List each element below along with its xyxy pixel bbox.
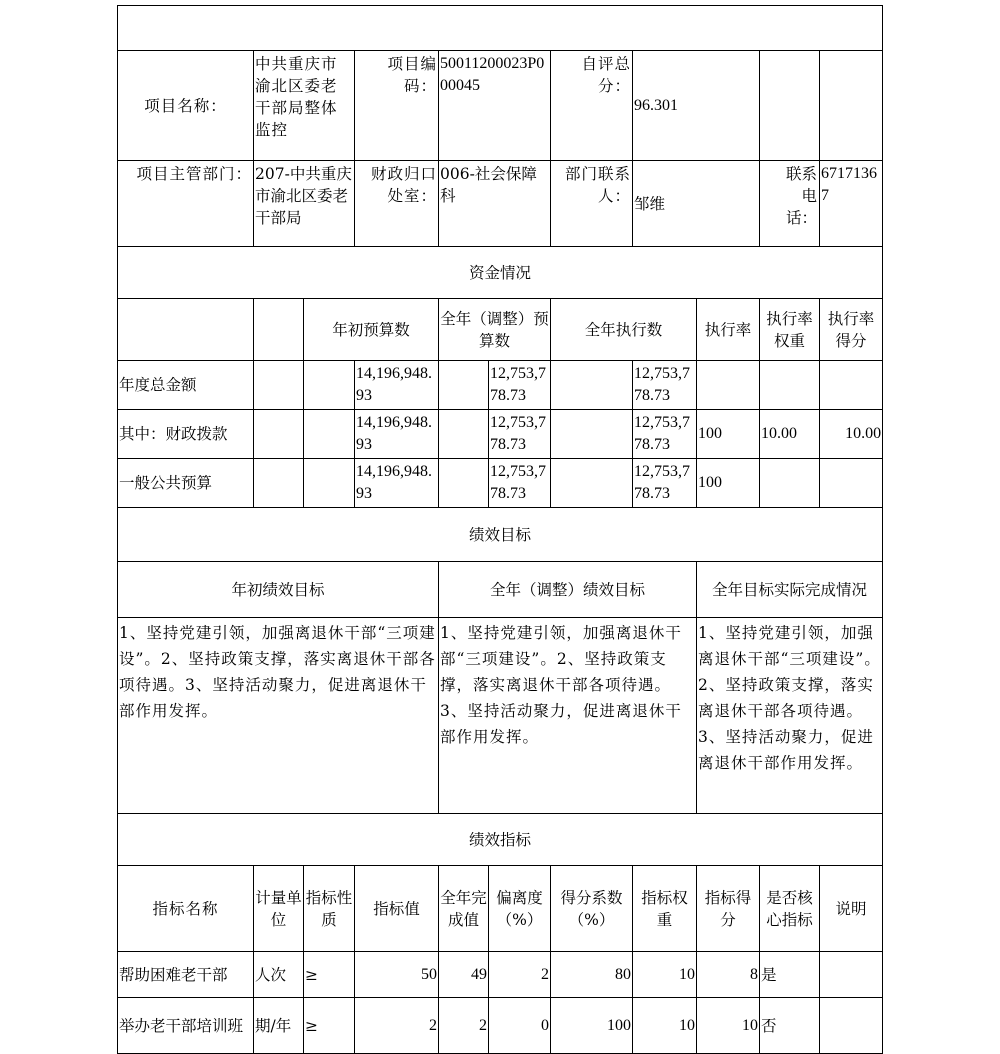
empty-cell xyxy=(254,299,304,361)
empty-cell xyxy=(551,361,633,410)
ind-row-score: 10 xyxy=(697,998,760,1054)
ind-row-note xyxy=(820,952,883,998)
funds-row-score xyxy=(820,361,883,410)
ind-header-coef: 得分系数（%） xyxy=(551,866,633,952)
dept-label: 项目主管部门： xyxy=(118,161,254,247)
ind-header-weight: 指标权重 xyxy=(633,866,697,952)
funds-header-rate: 执行率 xyxy=(697,299,760,361)
funds-row-weight xyxy=(760,459,820,508)
ind-row-value: 50 xyxy=(355,952,439,998)
project-name-value: 中共重庆市渝北区委老干部局整体监控 xyxy=(254,51,355,161)
empty-cell xyxy=(820,51,883,161)
funds-header-initial: 年初预算数 xyxy=(304,299,439,361)
ind-header-value: 指标值 xyxy=(355,866,439,952)
finance-office-value: 006-社会保障科 xyxy=(439,161,551,247)
goals-adjusted-text: 1、坚持党建引领，加强离退休干部“三项建设”。2、坚持政策支撑，落实离退休干部各项待遇。3、坚持活动聚力，促进离退休干部作用发挥。 xyxy=(439,618,697,814)
funds-row-initial: 14,196,948.93 xyxy=(355,361,439,410)
goals-actual-text: 1、坚持党建引领，加强离退休干部“三项建设”。2、坚持政策支撑，落实离退休干部各项待遇。3、坚持活动聚力，促进离退休干部作用发挥。 xyxy=(697,618,883,814)
blank-cell xyxy=(118,6,883,51)
ind-row-core: 是 xyxy=(760,952,820,998)
contact-value: 邹维 xyxy=(633,161,760,247)
ind-row-deviation: 0 xyxy=(489,998,551,1054)
ind-header-score: 指标得分 xyxy=(697,866,760,952)
indicator-row xyxy=(118,952,883,998)
phone-value: 67171367 xyxy=(820,161,883,247)
indicators-section-row xyxy=(118,814,883,866)
funds-row-executed: 12,753,778.73 xyxy=(633,361,697,410)
self-eval-value: 96.301 xyxy=(633,51,760,161)
funds-row-label: 其中：财政拨款 xyxy=(118,410,254,459)
goals-header-row xyxy=(118,562,883,618)
empty-cell xyxy=(439,459,489,508)
contact-label: 部门联系人： xyxy=(551,161,633,247)
ind-row-unit: 人次 xyxy=(254,952,304,998)
funds-row-rate xyxy=(697,361,760,410)
ind-row-unit: 期/年 xyxy=(254,998,304,1054)
project-code-value: 50011200023P000045 xyxy=(439,51,551,161)
goals-section-row xyxy=(118,508,883,562)
ind-row-note xyxy=(820,998,883,1054)
ind-row-value: 2 xyxy=(355,998,439,1054)
performance-evaluation-table xyxy=(117,5,883,1054)
ind-row-deviation: 2 xyxy=(489,952,551,998)
indicator-row xyxy=(118,998,883,1054)
dept-value: 207-中共重庆市渝北区委老干部局 xyxy=(254,161,355,247)
empty-cell xyxy=(760,51,820,161)
empty-cell xyxy=(254,361,304,410)
ind-row-nature: ≥ xyxy=(304,998,355,1054)
ind-row-weight: 10 xyxy=(633,998,697,1054)
ind-row-core: 否 xyxy=(760,998,820,1054)
ind-header-nature: 指标性质 xyxy=(304,866,355,952)
empty-cell xyxy=(304,410,355,459)
goals-text-row xyxy=(118,618,883,814)
funds-section-row xyxy=(118,247,883,299)
empty-cell xyxy=(439,361,489,410)
project-name-label: 项目名称： xyxy=(118,51,254,161)
funds-header-weight: 执行率权重 xyxy=(760,299,820,361)
funds-row-weight: 10.00 xyxy=(760,410,820,459)
goals-section-title: 绩效目标 xyxy=(118,508,883,562)
ind-row-name: 举办老干部培训班 xyxy=(118,998,254,1054)
empty-cell xyxy=(254,410,304,459)
dept-row xyxy=(118,161,883,247)
ind-header-deviation: 偏离度（%） xyxy=(489,866,551,952)
funds-header-executed: 全年执行数 xyxy=(551,299,697,361)
empty-cell xyxy=(551,459,633,508)
goals-header-actual: 全年目标实际完成情况 xyxy=(697,562,883,618)
funds-header-score: 执行率得分 xyxy=(820,299,883,361)
funds-section-title: 资金情况 xyxy=(118,247,883,299)
funds-row-weight xyxy=(760,361,820,410)
funds-row-executed: 12,753,778.73 xyxy=(633,459,697,508)
funds-header-row xyxy=(118,299,883,361)
indicators-header-row xyxy=(118,866,883,952)
funds-row-score: 10.00 xyxy=(820,410,883,459)
empty-cell xyxy=(254,459,304,508)
ind-row-nature: ≥ xyxy=(304,952,355,998)
funds-row-rate: 100 xyxy=(697,410,760,459)
funds-row-rate: 100 xyxy=(697,459,760,508)
goals-initial-text: 1、坚持党建引领，加强离退休干部“三项建设”。2、坚持政策支撑，落实离退休干部各项待遇。3、坚持活动聚力，促进离退休干部作用发挥。 xyxy=(118,618,439,814)
ind-header-name: 指标名称 xyxy=(118,866,254,952)
funds-row-adjusted: 12,753,778.73 xyxy=(489,459,551,508)
phone-label: 联系电话： xyxy=(760,161,820,247)
funds-row-label: 一般公共预算 xyxy=(118,459,254,508)
funds-row-adjusted: 12,753,778.73 xyxy=(489,361,551,410)
empty-cell xyxy=(118,299,254,361)
ind-header-note: 说明 xyxy=(820,866,883,952)
indicators-section-title: 绩效指标 xyxy=(118,814,883,866)
funds-row-initial: 14,196,948.93 xyxy=(355,410,439,459)
goals-header-initial: 年初绩效目标 xyxy=(118,562,439,618)
ind-header-completed: 全年完成值 xyxy=(439,866,489,952)
funds-header-adjusted: 全年（调整）预算数 xyxy=(439,299,551,361)
funds-row-initial: 14,196,948.93 xyxy=(355,459,439,508)
funds-row xyxy=(118,361,883,410)
ind-row-completed: 49 xyxy=(439,952,489,998)
empty-cell xyxy=(439,410,489,459)
ind-header-unit: 计量单位 xyxy=(254,866,304,952)
funds-row xyxy=(118,459,883,508)
goals-header-adjusted: 全年（调整）绩效目标 xyxy=(439,562,697,618)
ind-row-coef: 80 xyxy=(551,952,633,998)
header-blank-row xyxy=(118,6,883,51)
finance-office-label: 财政归口处室： xyxy=(355,161,439,247)
ind-row-score: 8 xyxy=(697,952,760,998)
self-eval-label: 自评总分： xyxy=(551,51,633,161)
funds-row-executed: 12,753,778.73 xyxy=(633,410,697,459)
ind-header-core: 是否核心指标 xyxy=(760,866,820,952)
funds-row-score xyxy=(820,459,883,508)
empty-cell xyxy=(304,459,355,508)
ind-row-name: 帮助困难老干部 xyxy=(118,952,254,998)
ind-row-completed: 2 xyxy=(439,998,489,1054)
project-name-row xyxy=(118,51,883,161)
project-code-label: 项目编码： xyxy=(355,51,439,161)
empty-cell xyxy=(304,361,355,410)
empty-cell xyxy=(551,410,633,459)
funds-row xyxy=(118,410,883,459)
ind-row-coef: 100 xyxy=(551,998,633,1054)
ind-row-weight: 10 xyxy=(633,952,697,998)
funds-row-adjusted: 12,753,778.73 xyxy=(489,410,551,459)
funds-row-label: 年度总金额 xyxy=(118,361,254,410)
